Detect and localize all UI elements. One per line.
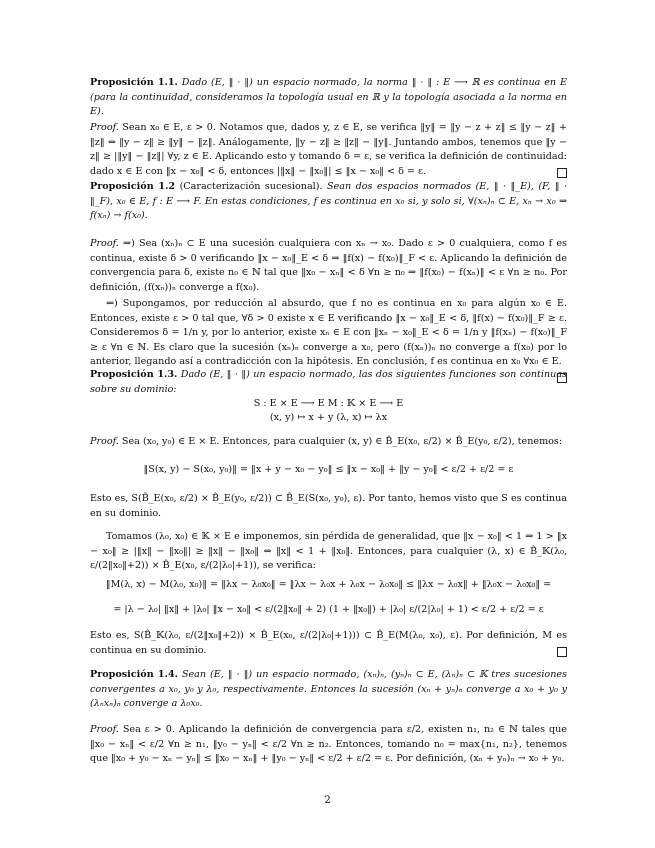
proposition-statement: Dado (E, ‖ · ‖) un espacio normado, la norma ‖ · ‖ : E ⟶ ℝ es continua en E (para la continuidad, consideramos la topología usual en ℝ y la topología asociada a la norma en E). <box>90 77 567 117</box>
proposition-heading: Proposición 1.2 <box>90 181 176 192</box>
proof-text: ⇐) Supongamos, por reducción al absurdo, que f no es continua en x₀ para algún x₀ ∈ E. Entonces, existe ε > 0 tal que, ∀δ > 0 existe x ∈ E verificando ‖x − x₀‖_E < δ, ‖f(x) − f(x₀)‖_F ≥ ε. Consideremos δ = 1/n y, por lo anterior, existe xₙ ∈ E con ‖xₙ − x₀‖_E < δ = 1/n y ‖f(xₙ) − f(x₀)‖_F ≥ ε ∀n ∈ ℕ. Es claro que la sucesión (xₙ)ₙ converge a x₀, pero (f(xₙ))ₙ no converge a f(x₀) por lo anterior, llegando así a contradicción con la hipótesis. En conclusión, f es continua en x₀ ∀x₀ ∈ E. <box>90 298 567 367</box>
proof-1-3-s-conclusion: Esto es, S(B̂_E(x₀, ε/2) × B̂_E(y₀, ε/2)) ⊂ B̂_E(S(x₀, y₀), ε). Por tanto, hemos visto que S es continua en su dominio. <box>90 493 567 519</box>
proof-1-3-m-conclusion <box>90 629 567 658</box>
proof-label: Proof. <box>90 122 119 133</box>
proof-text: Sea ε > 0. Aplicando la definición de convergencia para ε/2, existen n₁, n₂ ∈ ℕ tales que ‖x₀ − xₙ‖ < ε/2 ∀n ≥ n₁, ‖y₀ − yₙ‖ < ε/2 ∀n ≥ n₂. Entonces, tomando n₀ = max{n₁, n₂}, tenemos que ‖x₀ + y₀ − xₙ − yₙ‖ ≤ ‖x₀ − xₙ‖ + ‖y₀ − yₙ‖ < ε/2 + ε/2 = ε. Por definición, (xₙ + yₙ)ₙ → x₀ + y₀. <box>90 724 567 764</box>
maps-row-1: S : E × E ⟶ E M : 𝕂 × E ⟶ E <box>253 398 404 409</box>
proposition-1-2 <box>90 180 567 224</box>
proposition-heading: Proposición 1.3. <box>90 369 178 380</box>
equation-m-line-2: = |λ − λ₀| ‖x‖ + |λ₀| ‖x − x₀‖ < ε/(2‖x₀‖ + 2) (1 + ‖x₀‖) + |λ₀| ε/(2|λ₀| + 1) < ε/2 + ε/2 = ε <box>113 604 544 615</box>
proof-1-2-forward <box>90 237 567 295</box>
proof-label: Proof. <box>90 238 119 249</box>
proof-label: Proof. <box>90 436 119 447</box>
proof-1-3-intro <box>90 435 567 450</box>
proposition-heading: Proposición 1.1. <box>90 77 178 88</box>
proof-1-4 <box>90 723 567 767</box>
equation-m-line-1: ‖M(λ, x) − M(λ₀, x₀)‖ = ‖λx − λ₀x₀‖ = ‖λx − λ₀x + λ₀x − λ₀x₀‖ ≤ ‖λx − λ₀x‖ + ‖λ₀x − λ₀x₀‖ = <box>105 579 552 590</box>
proposition-1-3 <box>90 368 567 397</box>
proposition-statement: Sean (E, ‖ · ‖) un espacio normado, (xₙ)ₙ, (yₙ)ₙ ⊂ E, (λₙ)ₙ ⊂ 𝕂 tres sucesiones convergentes a x₀, y₀ y λ₀, respectivamente. Entonces la sucesión (xₙ + yₙ)ₙ converge a x₀ + y₀ y (λₙxₙ)ₙ converge a λ₀x₀. <box>90 669 567 709</box>
proposition-statement: Sean dos espacios normados (E, ‖ · ‖_E), (F, ‖ · ‖_F), x₀ ∈ E, f : E ⟶ F. En estas condiciones, f es continua en x₀ si, y solo si, ∀(xₙ)ₙ ⊂ E, xₙ → x₀ ⇒ f(xₙ) → f(x₀). <box>90 181 567 221</box>
proof-text: Sean x₀ ∈ E, ε > 0. Notamos que, dados y, z ∈ E, se verifica ‖y‖ = ‖y − z + z‖ ≤ ‖y − z‖ + ‖z‖ ⇔ ‖y − z‖ ≥ ‖y‖ − ‖z‖. Análogamente, ‖y − z‖ ≥ ‖z‖ − ‖y‖. Juntando ambos, tenemos que ‖y − z‖ ≥ |‖y‖ − ‖z‖| ∀y, z ∈ E. Aplicando esto y tomando δ = ε, se verifica la definición de continuidad: dado x ∈ E con ‖x − x₀‖ < δ, entonces |‖x‖ − ‖x₀‖| ≤ ‖x − x₀‖ < δ = ε. <box>90 122 567 177</box>
equation-s: ‖S(x, y) − S(x₀, y₀)‖ = ‖x + y − x₀ − y₀‖ ≤ ‖x − x₀‖ + ‖y − y₀‖ < ε/2 + ε/2 = ε <box>143 464 514 475</box>
qed-box <box>557 168 567 178</box>
page-number: 2 <box>324 795 331 806</box>
maps-row-2: (x, y) ↦ x + y (λ, x) ↦ λx <box>269 412 388 423</box>
proof-1-3-m-setup: Tomamos (λ₀, x₀) ∈ 𝕂 × E e imponemos, sin pérdida de generalidad, que ‖x − x₀‖ < 1 ⇒ 1 > ‖x − x₀‖ ≥ |‖x‖ − ‖x₀‖| ≥ ‖x‖ − ‖x₀‖ ⇔ ‖x‖ < 1 + ‖x₀‖. Entonces, para cualquier (λ, x) ∈ B̂_𝕂(λ₀, ε/(2‖x₀‖+2)) × B̂_E(x₀, ε/(2|λ₀|+1)), se verifica: <box>90 531 567 571</box>
proof-label: Proof. <box>90 724 119 735</box>
proof-text: ⇒) Sea (xₙ)ₙ ⊂ E una sucesión cualquiera con xₙ → x₀. Dado ε > 0 cualquiera, como f es continua, existe δ > 0 verificando ‖x − x₀‖_E < δ ⇒ ‖f(x) − f(x₀)‖_F < ε. Aplicando la definición de convergencia para δ, existe n₀ ∈ ℕ tal que ‖x₀ − xₙ‖ < δ ∀n ≥ n₀ ⇒ ‖f(x₀) − f(xₙ)‖ < ε ∀n ≥ n₀. Por definición, (f(xₙ))ₙ converge a f(x₀). <box>90 238 567 293</box>
proof-text: Esto es, S(B̂_𝕂(λ₀, ε/(2‖x₀‖+2)) × B̂_E(x₀, ε/(2|λ₀|+1))) ⊂ B̂_E(M(λ₀, x₀), ε). Por definición, M es continua en su dominio. <box>90 630 567 656</box>
proof-text: Sea (x₀, y₀) ∈ E × E. Entonces, para cualquier (x, y) ∈ B̂_E(x₀, ε/2) × B̂_E(y₀, ε/2), tenemos: <box>121 436 563 447</box>
proposition-1-4 <box>90 668 567 712</box>
proposition-heading: Proposición 1.4. <box>90 669 178 680</box>
proposition-statement: Dado (E, ‖ · ‖) un espacio normado, las dos siguientes funciones son continuas sobre su dominio: <box>90 369 567 395</box>
proof-1-1 <box>90 121 567 179</box>
proposition-1-1 <box>90 76 567 120</box>
qed-box <box>557 647 567 657</box>
proposition-subtitle: (Caracterización sucesional). <box>179 181 323 192</box>
